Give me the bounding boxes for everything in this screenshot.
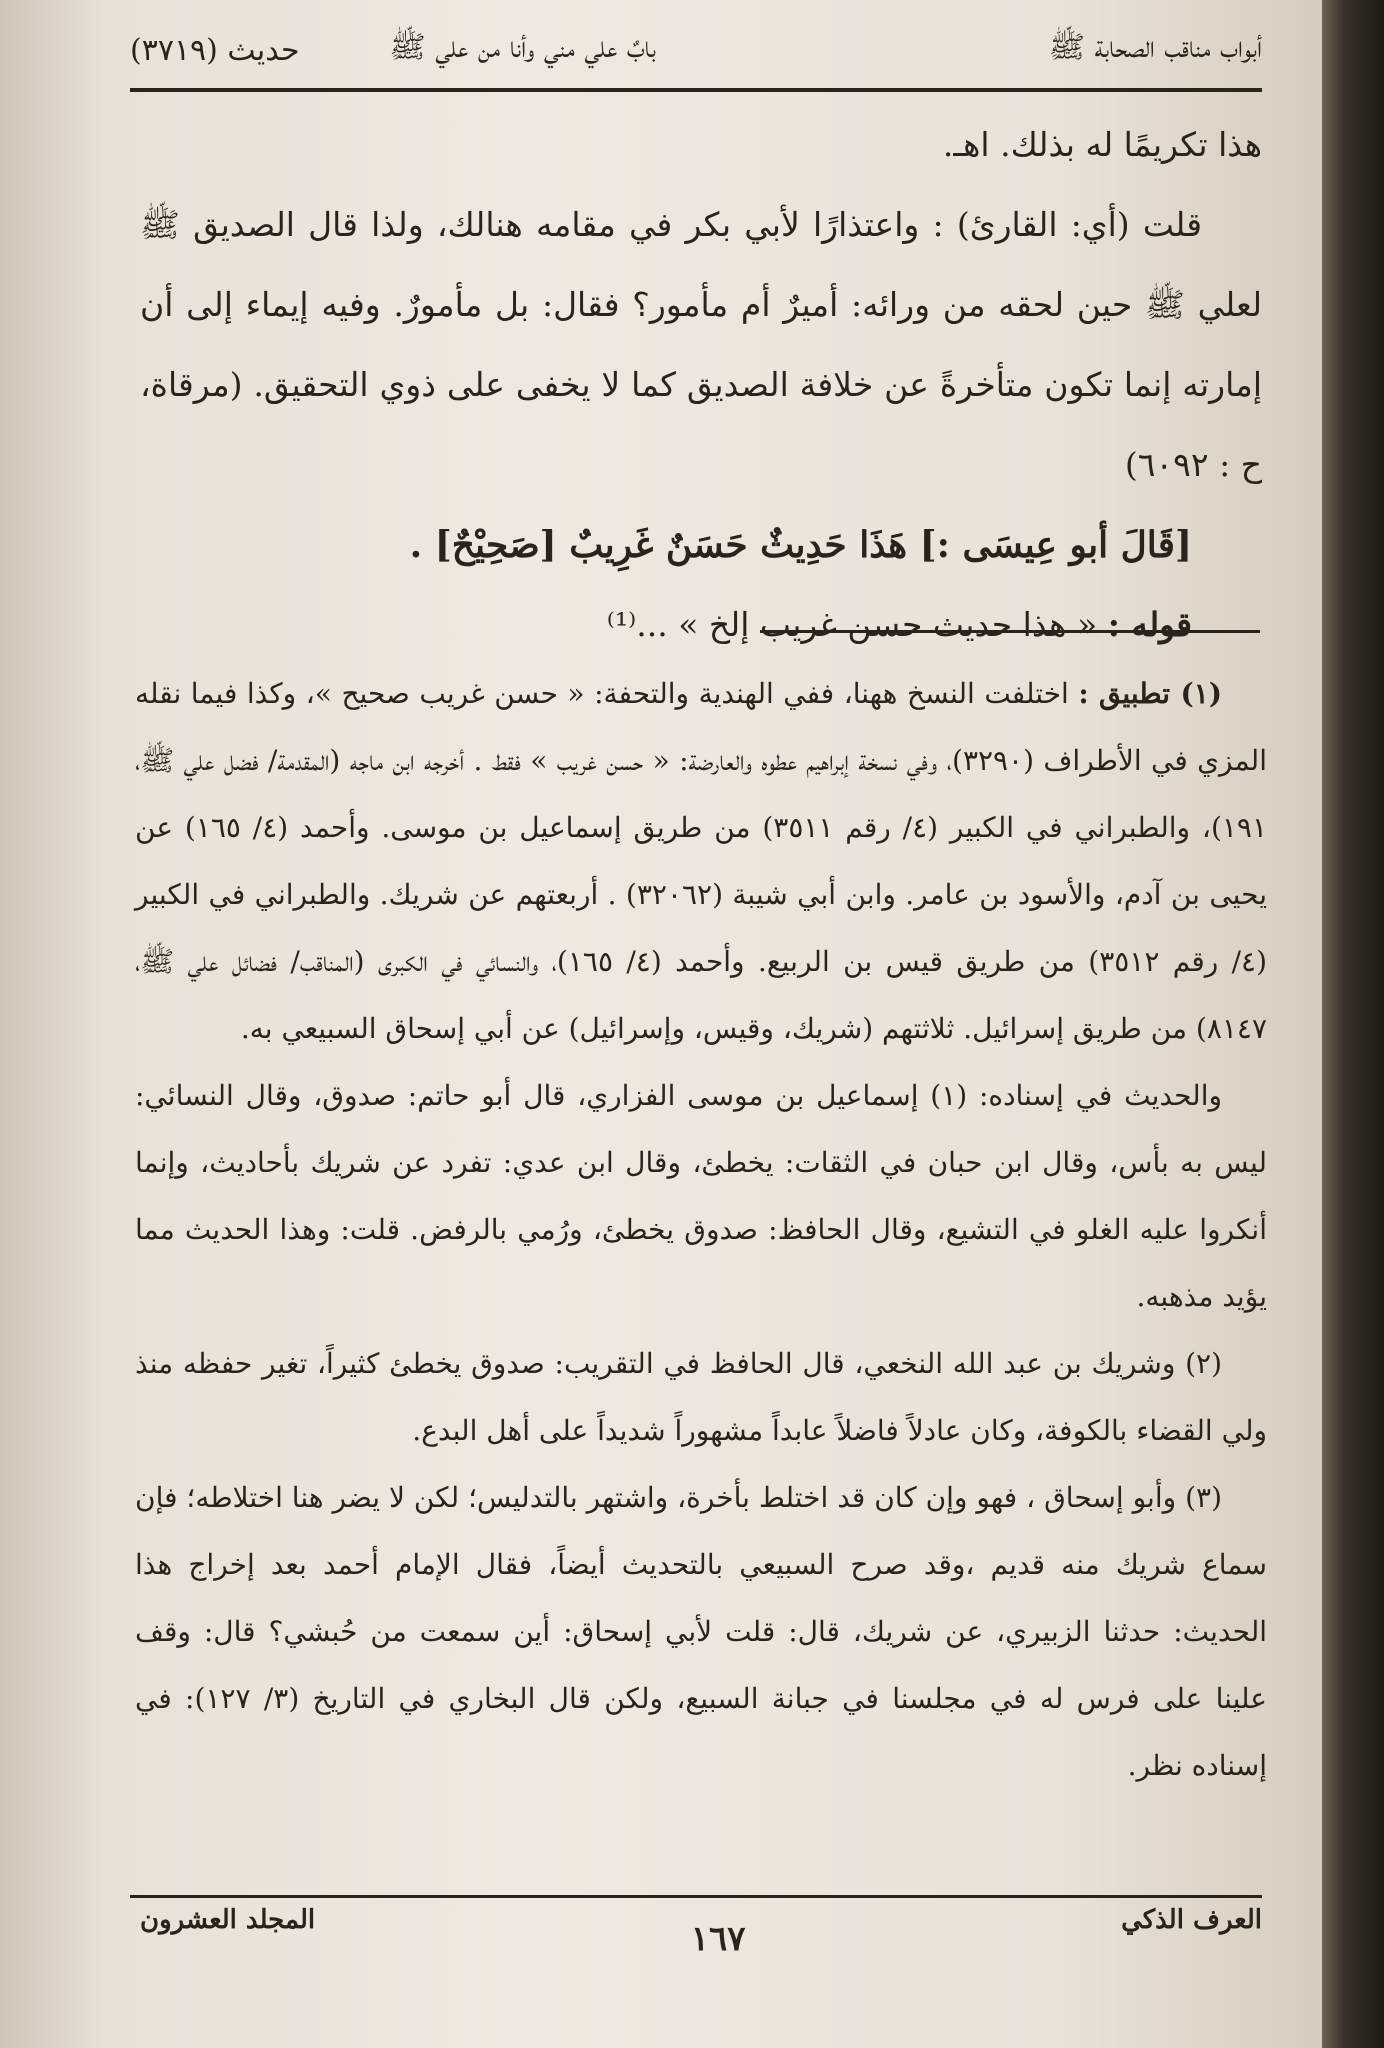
page-footer (140, 1905, 1262, 1975)
qawluh-line (140, 585, 1262, 665)
main-text (140, 105, 1262, 665)
main-paragraph-2: قلت (أي: القارئ) : واعتذارًا لأبي بكر في مقامه هنالك، ولذا قال الصديق ﷺ لعلي ﷺ حين لحقه من ورائه: أميرٌ أم مأمور؟ فقال: بل مأمورٌ. وفيه إيماء إلى أن إمارته إنما تكون متأخرةً عن خلافة الصديق كما لا يخفى على ذوي التحقيق. (مرقاة، ح : ٦٠٩٢) (140, 205, 1262, 484)
footnote-separator (760, 630, 1260, 633)
footnote-narrator-3: (٣) وأبو إسحاق ، فهو وإن كان قد اختلط بأخرة، واشتهر بالتدليس؛ لكن لا يضر هنا اختلاطه؛ فإن سماع شريك منه قديم ،وقد صرح السبيعي بالتحديث أيضاً، فقال الإمام أحمد بعد إخراج هذا الحديث: حدثنا الزبيري، عن شريك، قال: قلت لأبي إسحاق: أين سمعت من حُبشي؟ قال: وقف علينا على فرس له في مجلسنا في جبانة السبيع، ولكن قال البخاري في التاريخ (٣/ ١٢٧): في إسناده نظر. (135, 1481, 1267, 1782)
footnote-1-text: اختلفت النسخ ههنا، ففي الهندية والتحفة: « حسن غريب صحيح »، وكذا فيما نقله المزي في الأطراف (٣٢٩٠)، وفي نسخة إبراهيم عطوه والعارضة: « حسن غريب » فقط . أخرجه ابن ماجه (المقدمة/ فضل علي ﷺ، ١٩١)، والطبراني في الكبير (٤/ رقم ٣٥١١) من طريق إسماعيل بن موسى. وأحمد (٤/ ١٦٥) عن يحيى بن آدم، والأسود بن عامر. وابن أبي شيبة (٣٢٠٦٢) . أربعتهم عن شريك. والطبراني في الكبير (٤/ رقم ٣٥١٢) من طريق قيس بن الربيع. وأحمد (٤/ ١٦٥)، والنسائي في الكبرى (المناقب/ فضائل علي ﷺ، ٨١٤٧) من طريق إسرائيل. ثلاثتهم (شريك، وقيس، وإسرائيل) عن أبي إسحاق السبيعي به. (135, 677, 1268, 1045)
page-number: ١٦٧ (690, 1919, 746, 1959)
footnote-1-label: (١) تطبيق : (1078, 677, 1222, 710)
footer-volume: المجلد العشرون (140, 1905, 316, 1935)
book-spine-shadow (1322, 0, 1384, 2048)
footnotes (135, 660, 1267, 1799)
header-hadith-ref: حديث (٣٧١٩) (130, 32, 300, 68)
main-paragraph-1: هذا تكريمًا له بذلك. اهـ. (942, 125, 1262, 164)
running-header (130, 22, 1262, 78)
footnote-1 (135, 660, 1267, 1062)
footer-rule (130, 1895, 1262, 1898)
footnote-narrator-2: (٢) وشريك بن عبد الله النخعي، قال الحافظ في التقريب: صدوق يخطئ كثيراً، تغير حفظه منذ ولي القضاء بالكوفة، وكان عادلاً فاضلاً عابداً مشهوراً شديداً على أهل البدع. (135, 1347, 1267, 1447)
footer-book-title: العرف الذكي (1121, 1905, 1262, 1935)
qawluh-label: قوله : (1107, 605, 1192, 644)
header-chapter: بابٌ علي مني وأنا من علي ﷺ (389, 29, 656, 65)
header-chapter-group (130, 29, 656, 72)
hadith-verdict: [قَالَ أبو عِيسَى :] هَذَا حَدِيثٌ حَسَنٌ غَرِيبٌ [صَحِيْحٌ] . (409, 524, 1192, 566)
qawluh-text: « هذا حديث حسن غريب إلخ » ...⁽¹⁾ (606, 605, 1098, 644)
header-rule (130, 88, 1262, 92)
header-section: أبواب مناقب الصحابة ﷺ (1048, 29, 1262, 65)
footnote-isnad: والحديث في إسناده: (١) إسماعيل بن موسى الفزاري، قال أبو حاتم: صدوق، وقال النسائي: ليس به بأس، وقال ابن حبان في الثقات: يخطئ، وقال ابن عدي: تفرد عن شريك بأحاديث، وإنما أنكروا عليه الغلو في التشيع، وقال الحافظ: صدوق يخطئ، ورُمي بالرفض. قلت: وهذا الحديث مما يؤيد مذهبه. (135, 1079, 1267, 1313)
